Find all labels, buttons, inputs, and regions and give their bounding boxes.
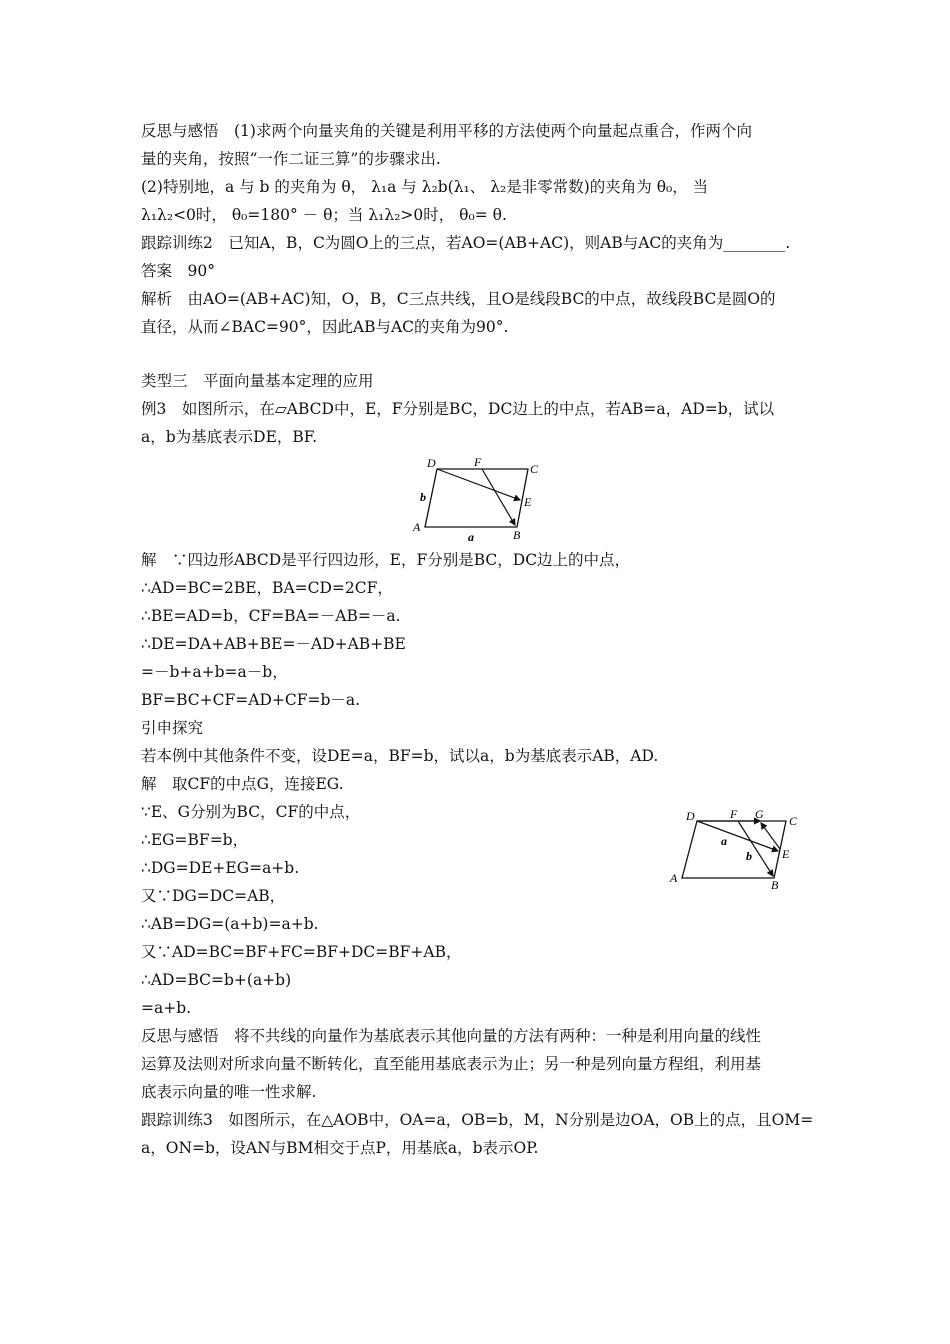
parallelogram-figure-1 xyxy=(410,455,545,543)
text-line: 量的夹角，按照“一作二证三算”的步骤求出. xyxy=(141,150,441,168)
text-line: ∴DE=DA+AB+BE=－AD+AB+BE xyxy=(141,635,406,653)
text-line: 跟踪训练2 已知A，B，C为圆O上的三点，若AO=(AB+AC)，则AB与AC的夹角为________. xyxy=(141,234,791,252)
text-line: ∴AD=BC=b+(a+b) xyxy=(141,971,292,989)
label-A: A xyxy=(670,871,678,885)
text-line: 若本例中其他条件不变，设DE=a，BF=b，试以a，b为基底表示AB，AD. xyxy=(141,747,659,765)
text-line: 跟踪训练3 如图所示，在△AOB中，OA=a，OB=b，M，N分别是边OA，OB上的点，且OM= xyxy=(141,1111,814,1129)
text-line: 解析 由AO=(AB+AC)知，O，B，C三点共线，且O是线段BC的中点，故线段BC是圆O的 xyxy=(141,290,776,308)
text-line: 例3 如图所示，在▱ABCD中，E，F分别是BC，DC边上的中点，若AB=a，AD=b，试以 xyxy=(141,400,775,418)
label-F: F xyxy=(730,807,738,821)
text-line: 直径，从而∠BAC=90°，因此AB与AC的夹角为90°. xyxy=(141,318,509,336)
text-line: 又∵AD=BC=BF+FC=BF+DC=BF+AB， xyxy=(141,943,462,961)
label-C: C xyxy=(789,814,798,828)
text-line: 又∵DG=DC=AB， xyxy=(141,887,286,905)
text-line: ∴BE=AD=b，CF=BA=－AB=－a. xyxy=(141,607,401,625)
text-line: ∵E、G分别为BC，CF的中点， xyxy=(141,803,361,821)
text-line: 底表示向量的唯一性求解. xyxy=(141,1083,317,1101)
label-A: A xyxy=(413,520,421,534)
text-line: λ₁λ₂<0时， θ₀=180° － θ；当 λ₁λ₂>0时， θ₀= θ. xyxy=(141,206,507,224)
label-C: C xyxy=(530,462,539,476)
section-heading: 类型三 平面向量基本定理的应用 xyxy=(141,372,374,390)
text-line: a，ON=b，设AN与BM相交于点P，用基底a，b表示OP. xyxy=(141,1139,539,1157)
text-line: ∴AD=BC=2BE，BA=CD=2CF， xyxy=(141,579,393,597)
text-line: =－b+a+b=a－b， xyxy=(141,663,288,681)
text-line: 运算及法则对所求向量不断转化，直至能用基底表示为止；另一种是列向量方程组，利用基 xyxy=(141,1055,762,1073)
label-F: F xyxy=(474,455,482,469)
text-line: (2)特别地，a 与 b 的夹角为 θ， λ₁a 与 λ₂b(λ₁、 λ₂是非零常数)的夹角为 θ₀， 当 xyxy=(141,178,709,196)
parallelogram-figure-2 xyxy=(668,805,810,893)
subheading: 引申探究 xyxy=(141,719,204,737)
text-line: 反思与感悟 将不共线的向量作为基底表示其他向量的方法有两种：一种是利用向量的线性 xyxy=(141,1027,762,1045)
label-B: B xyxy=(771,878,779,892)
label-a: a xyxy=(721,834,727,848)
text-line: =a+b. xyxy=(141,999,192,1017)
label-B: B xyxy=(513,528,521,542)
text-line: ∴AB=DG=(a+b)=a+b. xyxy=(141,915,319,933)
text-line: ∴EG=BF=b， xyxy=(141,831,249,849)
text-line: 解 ∵四边形ABCD是平行四边形，E，F分别是BC，DC边上的中点， xyxy=(141,551,631,569)
text-line: a，b为基底表示DE，BF. xyxy=(141,428,318,446)
text-line: 解 取CF的中点G，连接EG. xyxy=(141,775,344,793)
label-a: a xyxy=(468,530,474,543)
label-E: E xyxy=(782,847,790,861)
text-line: ∴DG=DE+EG=a+b. xyxy=(141,859,300,877)
label-b: b xyxy=(420,490,426,504)
label-E: E xyxy=(524,495,532,509)
text-line: 反思与感悟 (1)求两个向量夹角的关键是利用平移的方法使两个向量起点重合，作两个向 xyxy=(141,122,752,140)
text-line: BF=BC+CF=AD+CF=b－a. xyxy=(141,691,361,709)
text-line: 答案 90° xyxy=(141,262,215,280)
label-b: b xyxy=(746,849,752,863)
label-G: G xyxy=(755,807,764,821)
label-D: D xyxy=(686,809,695,823)
label-D: D xyxy=(427,456,436,470)
